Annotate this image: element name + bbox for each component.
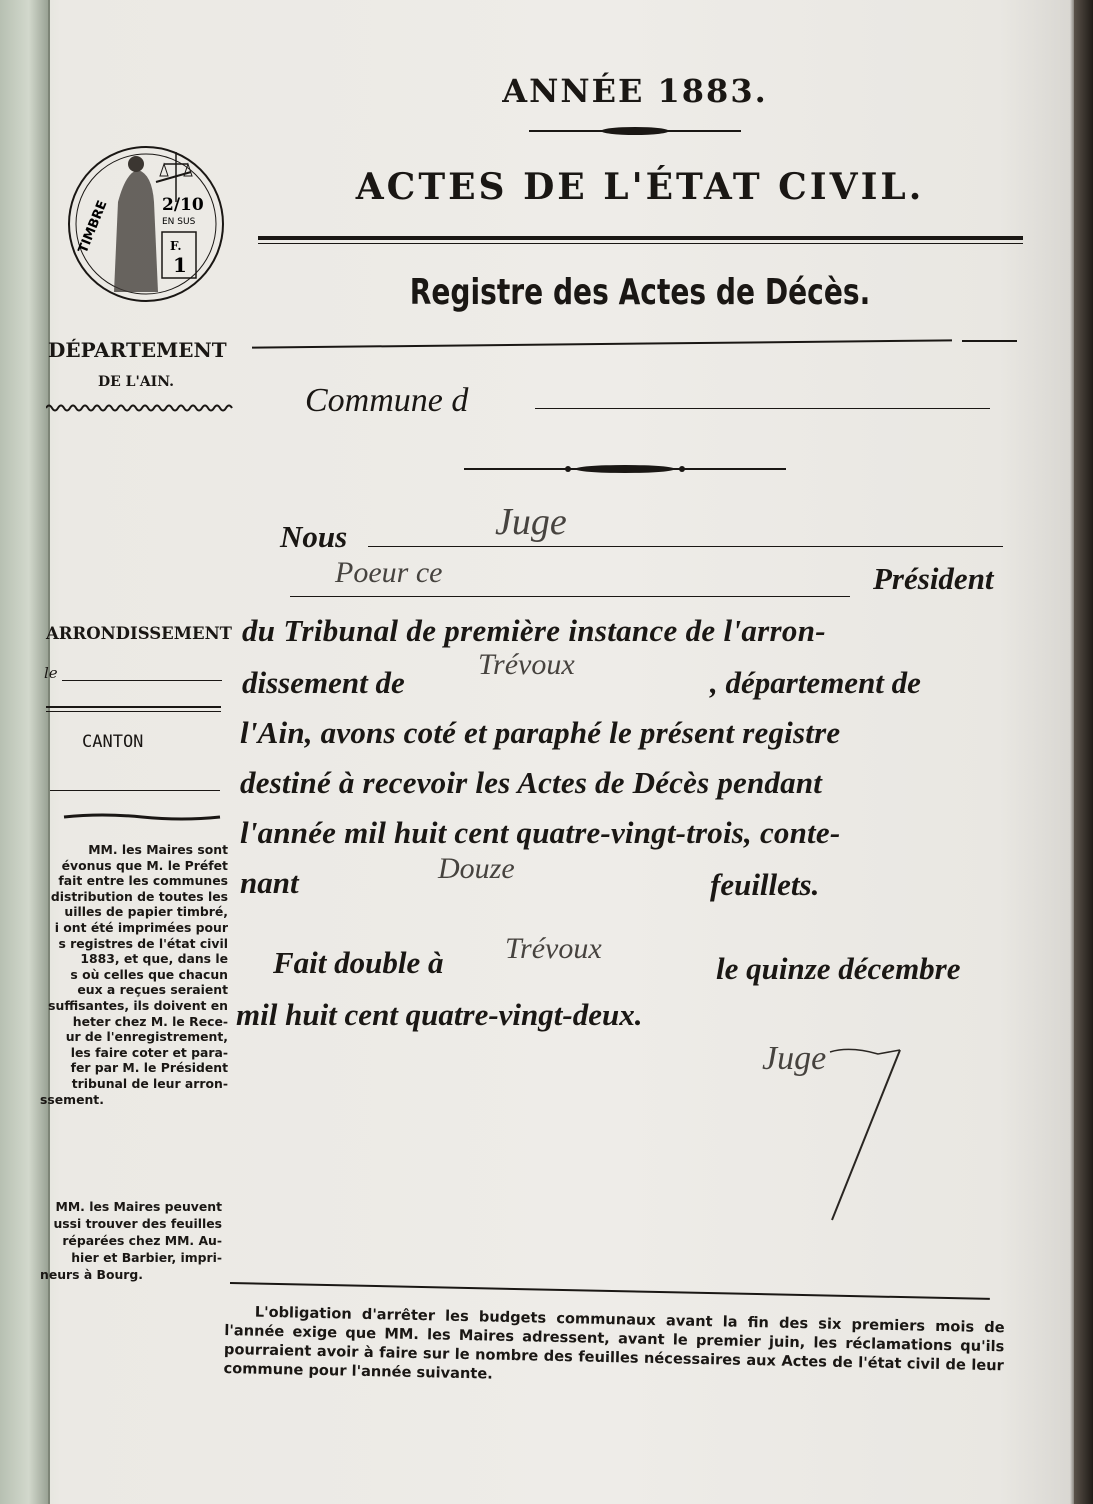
body-line-4: destiné à recevoir les Actes de Décès pendant bbox=[240, 765, 823, 800]
svg-text:EN SUS: EN SUS bbox=[162, 217, 196, 227]
body-line-2b: , département de bbox=[710, 665, 921, 700]
title-rule-thick bbox=[258, 236, 1023, 240]
name-field-line bbox=[290, 596, 850, 597]
maires-note-1: MM. les Maires sont évonus que M. le Préfet fait entre les communes distribution de toutes les uilles de papier timbré, i ont été imprimées pour s registres de l'état civil 1883, et que, dans le s où celles que chacun eux a reçues seraient suffisantes, ils doivent en heter chez M. le Rece- ur de l'enregistrement, les faire coter et para- fer par M. le Président tribunal de leur arron- ssement. bbox=[40, 842, 228, 1107]
footer-note bbox=[223, 1302, 1004, 1394]
handwritten-place: Trévoux bbox=[478, 648, 575, 681]
register-rule-end bbox=[962, 340, 1017, 342]
president-label: Président bbox=[873, 561, 994, 596]
year-heading: ANNÉE 1883. bbox=[502, 72, 768, 110]
arrondissement-label: ARRONDISSEMENT bbox=[46, 624, 232, 643]
body-line-2a: dissement de bbox=[242, 665, 405, 700]
body-line-3: l'Ain, avons coté et paraphé le présent registre bbox=[240, 715, 841, 750]
maires-note-2: MM. les Maires peuvent ussi trouver des feuilles réparées chez MM. Au- hier et Barbier, impri- neurs à Bourg. bbox=[40, 1199, 222, 1282]
canton-field-line bbox=[50, 790, 220, 791]
handwritten-place-2: Trévoux bbox=[505, 932, 602, 965]
body-line-5: l'année mil huit cent quatre-vingt-trois, conte- bbox=[240, 815, 841, 850]
svg-text:2/10: 2/10 bbox=[162, 195, 204, 215]
register-rule bbox=[252, 339, 952, 348]
canton-label: CANTON bbox=[82, 732, 144, 752]
arr-rule-1 bbox=[46, 706, 221, 708]
departement-label: DÉPARTEMENT bbox=[48, 338, 227, 362]
page-title: ACTES DE L'ÉTAT CIVIL. bbox=[355, 166, 925, 208]
commune-field-line bbox=[535, 408, 990, 409]
svg-text:1: 1 bbox=[173, 253, 187, 277]
signature: Juge bbox=[762, 1040, 827, 1077]
commune-label: Commune d bbox=[305, 382, 469, 419]
handwritten-count: Douze bbox=[438, 852, 515, 885]
department-name: DE L'AIN. bbox=[98, 374, 175, 390]
page-edge-shadow bbox=[1074, 0, 1093, 1504]
nous-label: Nous bbox=[280, 519, 348, 554]
body-line-6b: feuillets. bbox=[710, 867, 820, 902]
signature-flourish bbox=[760, 1030, 920, 1230]
canton-divider bbox=[62, 812, 222, 822]
footer-paragraph: L'obligation d'arrêter les budgets communaux avant la fin des six premiers mois de l'année exige que MM. les Maires adressent, avant le premier juin, les réclamations qu'ils pourraient avoir à faire sur le nombre des feuilles nécessaires aux Actes de l'état civil de leur commune pour l'année suivante. bbox=[223, 1303, 1005, 1383]
footer-rule bbox=[230, 1282, 990, 1300]
nous-field-line bbox=[368, 546, 1003, 547]
svg-text:F.: F. bbox=[170, 239, 182, 253]
timbre-stamp bbox=[66, 142, 226, 306]
ornament-divider bbox=[525, 124, 745, 138]
arr-rule-2 bbox=[46, 711, 221, 712]
body-line-1: du Tribunal de première instance de l'arron- bbox=[242, 613, 826, 648]
year-text: mil huit cent quatre-vingt-deux. bbox=[236, 997, 643, 1032]
body-line-6a: nant bbox=[240, 865, 299, 900]
arrondissement-field-line bbox=[62, 680, 222, 681]
svg-text:TIMBRE: TIMBRE bbox=[75, 198, 111, 256]
date-text: le quinze décembre bbox=[716, 951, 961, 986]
handwritten-name: Poeur ce bbox=[335, 556, 443, 589]
arrondissement-de: le bbox=[44, 664, 58, 682]
wavy-divider bbox=[46, 403, 236, 413]
handwritten-juge: Juge bbox=[495, 501, 567, 543]
commune-ornament bbox=[462, 462, 788, 476]
title-rule-thin bbox=[258, 243, 1023, 244]
register-title: Registre des Actes de Décès. bbox=[409, 272, 871, 313]
fait-double-label: Fait double à bbox=[273, 945, 444, 980]
